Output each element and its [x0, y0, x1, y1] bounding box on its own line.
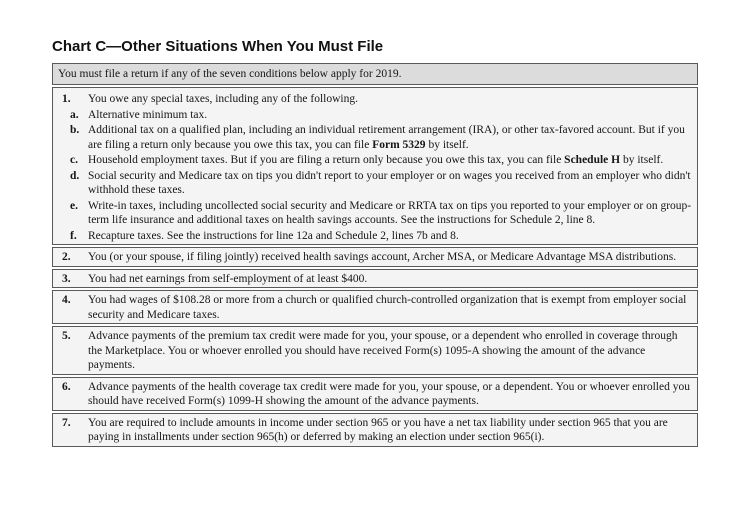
condition-number: 2. — [62, 251, 71, 263]
chart-title: Chart C—Other Situations When You Must File — [52, 38, 384, 55]
condition-line — [62, 380, 694, 409]
sub-item-e — [62, 199, 694, 228]
condition-line — [62, 272, 694, 287]
chart-table — [52, 63, 698, 447]
sub-item-letter: c. — [70, 154, 78, 166]
sub-item-f — [62, 229, 694, 244]
condition-row-3 — [52, 269, 698, 289]
sub-item-b — [62, 123, 694, 152]
sub-item-letter: d. — [70, 169, 80, 182]
sub-item-letter: e. — [70, 199, 78, 212]
sub-item-text — [88, 123, 694, 152]
condition-line — [62, 250, 694, 265]
condition-row-4 — [52, 290, 698, 324]
condition-row-2 — [52, 247, 698, 267]
condition-row-6 — [52, 377, 698, 411]
condition-text: You are required to include amounts in income under section 965 or you have a net tax liability under section 965 that you are paying in installments under section 965(h) or deferred by making an election under section 965(i). — [88, 416, 668, 443]
sub-item-letter: f. — [70, 229, 77, 242]
condition-text: Advance payments of the health coverage tax credit were made for you, your spouse, or a dependent. You or whoever enrolled you should have received Form(s) 1099-H showing the amount of the advance payments. — [88, 380, 690, 407]
sub-item-a — [62, 108, 694, 123]
condition-number: 6. — [62, 380, 71, 393]
sub-item-letter: b. — [70, 124, 80, 136]
sub-item-text-main: Additional tax on a qualified plan, including an individual retirement arrangement (IRA), or other tax-favored account. But if you are filing a return only because you owe this tax, you can file — [88, 124, 685, 151]
sub-item-text: Write-in taxes, including uncollected social security and Medicare or RRTA tax on tips you reported to your employer or on group-term life insurance and additional taxes on health savings accounts. See the instructions for Schedule 2, line 8. — [88, 199, 692, 226]
condition-row-5 — [52, 326, 698, 375]
condition-number: 7. — [62, 416, 71, 429]
schedule-h-ref: Schedule H — [564, 154, 621, 166]
condition-row-1 — [52, 87, 698, 245]
sub-item-text: Social security and Medicare tax on tips you didn't report to your employer or on wages you received from an employer who didn't withhold these taxes. — [88, 169, 691, 196]
sub-item-text: Alternative minimum tax. — [88, 108, 208, 121]
sub-item-d — [62, 169, 694, 198]
condition-line — [62, 416, 694, 445]
form-5329-ref: Form 5329 — [372, 138, 426, 151]
sub-item-text: Recapture taxes. See the instructions for line 12a and Schedule 2, lines 7b and 8. — [88, 229, 459, 242]
condition-text: You had wages of $108.28 or more from a church or qualified church-controlled organization that is exempt from employer social security and Medicare taxes. — [88, 294, 687, 321]
condition-text: You had net earnings from self-employment of at least $400. — [88, 272, 368, 285]
condition-line — [62, 92, 694, 107]
condition-line — [62, 293, 694, 322]
sub-item-text-after: by itself. — [620, 154, 664, 166]
sub-item-text — [88, 153, 694, 168]
condition-number: 1. — [62, 93, 71, 105]
sub-item-text-after: by itself. — [425, 138, 469, 151]
condition-line — [62, 329, 694, 373]
sub-item-letter: a. — [70, 108, 79, 121]
sub-item-c — [62, 153, 694, 168]
condition-text: You (or your spouse, if filing jointly) received health savings account, Archer MSA, or Medicare Advantage MSA distributions. — [88, 251, 677, 263]
condition-text: Advance payments of the premium tax credit were made for you, your spouse, or a dependent who enrolled in coverage through the Marketplace. You or whoever enrolled you should have received Form(s) 1095-A showing the amount of the advance payments. — [88, 330, 678, 371]
condition-number: 5. — [62, 330, 71, 342]
condition-number: 3. — [62, 272, 71, 285]
condition-number: 4. — [62, 294, 71, 306]
chart-header: You must file a return if any of the seven conditions below apply for 2019. — [52, 63, 698, 85]
condition-row-7 — [52, 413, 698, 447]
sub-item-text-main: Household employment taxes. But if you are filing a return only because you owe this tax, you can file — [88, 154, 565, 166]
condition-text: You owe any special taxes, including any of the following. — [88, 93, 358, 105]
